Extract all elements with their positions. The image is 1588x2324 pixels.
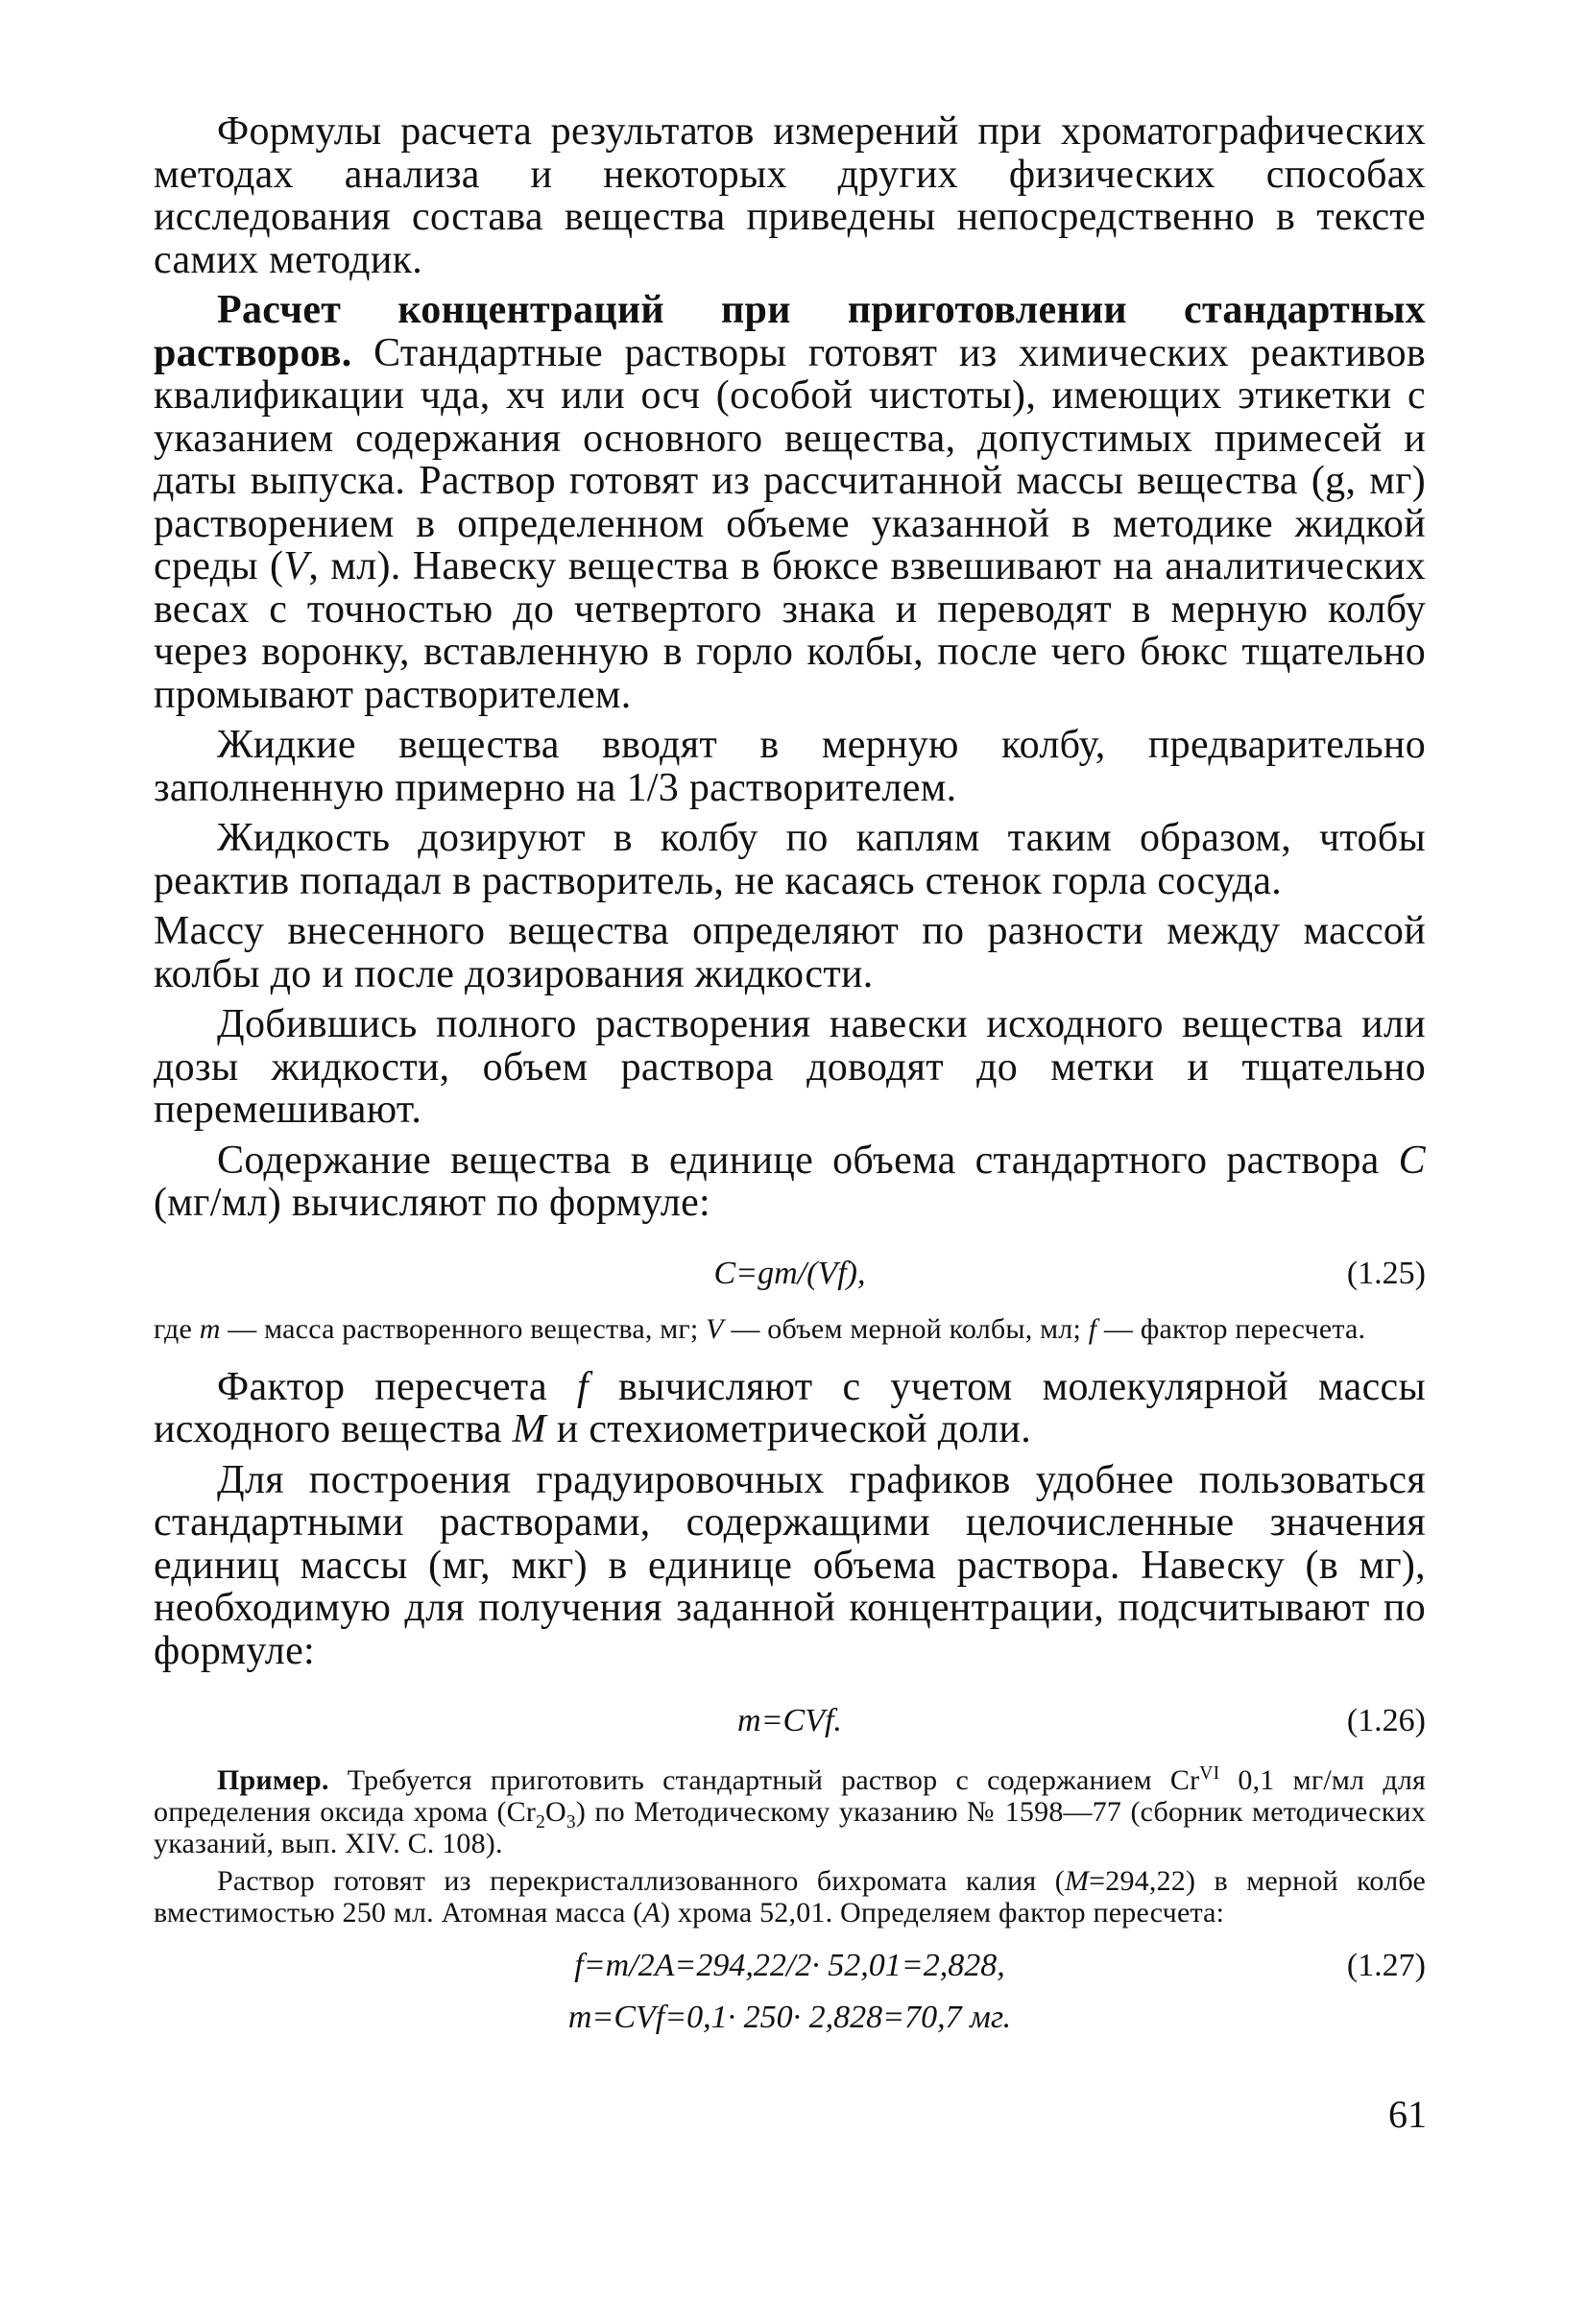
text-span: вычисляют с учетом молекулярной массы исходного вещества bbox=[154, 1364, 1426, 1451]
paragraph-standard-solutions bbox=[154, 289, 1426, 716]
text-span: ) хрома 52,01. Определяем фактор пересчета: bbox=[660, 1897, 1225, 1929]
formula-1-25 bbox=[154, 1252, 1426, 1296]
formula-1-27-result bbox=[154, 1996, 1426, 2040]
text-span: =294,22) в мерной колбе вместимостью 250 мл. Атомная масса ( bbox=[154, 1865, 1426, 1929]
subscript: 3 bbox=[565, 1812, 576, 1833]
formula-expression: C=gm/(Vf), bbox=[713, 1255, 866, 1291]
symbol-g: g bbox=[1325, 459, 1346, 503]
example-label: Пример. bbox=[217, 1764, 329, 1796]
text-span: (мг/мл) вычисляют по формуле: bbox=[154, 1181, 710, 1225]
formula-number: (1.25) bbox=[1346, 1255, 1426, 1291]
text-span: — объем мерной колбы, мл; bbox=[723, 1312, 1089, 1345]
paragraph-example bbox=[154, 1764, 1426, 1859]
paragraph-dissolve: Добившись полного растворения навески исходного вещества или дозы жидкости, объем раствора доводят до метки и тщательно перемешивают. bbox=[154, 1002, 1426, 1132]
text-span: Содержание вещества в единице объема стандартного раствора bbox=[217, 1138, 1399, 1183]
text-span: Требуется приготовить стандартный раствор с содержанием Cr bbox=[328, 1764, 1200, 1796]
formula-number: (1.26) bbox=[1346, 1703, 1426, 1738]
paragraph-factor bbox=[154, 1366, 1426, 1451]
text-span: Раствор готовят из перекристаллизованного бихромата калия ( bbox=[217, 1865, 1065, 1897]
text-span: 0,1 мг/мл для определения оксида хрома (Cr bbox=[154, 1764, 1426, 1828]
text-span: Стандартные растворы готовят из химических реактивов квалификации чда, хч или осч (особой чистоты), имеющих этикетки с указанием содержания основного вещества, допустимых примесей и даты выпуска. Раствор готовят из рассчитанной массы вещества ( bbox=[154, 330, 1426, 503]
paragraph-liquid: Жидкие вещества вводят в мерную колбу, предварительно заполненную примерно на 1/3 растворителем. bbox=[154, 723, 1426, 810]
text-span: и стехиометрической доли. bbox=[545, 1407, 1032, 1451]
symbol-f: f bbox=[576, 1364, 589, 1409]
text-span: ) по Методическому указанию № 1598—77 (сборник методических указаний, вып. XIV. С. 108). bbox=[154, 1796, 1426, 1859]
symbol-V: V bbox=[283, 544, 309, 588]
text-span: , мг) растворением в определенном объеме указанной в методике жидкой среды ( bbox=[154, 459, 1426, 588]
paragraph-mass: Массу внесенного вещества определяют по разности между массой колбы до и после дозирования жидкости. bbox=[154, 909, 1426, 996]
formula-number: (1.27) bbox=[1346, 1948, 1426, 1983]
symbol-V: V bbox=[706, 1312, 724, 1345]
paragraph-dosing: Жидкость дозируют в колбу по каплям таким образом, чтобы реактив попадал в растворитель, не касаясь стенок горла сосуда. bbox=[154, 816, 1426, 903]
formula-1-26 bbox=[154, 1699, 1426, 1743]
section-heading: Расчет концентраций при приготовлении стандартных растворов. bbox=[154, 288, 1426, 375]
page-number: 61 bbox=[1388, 2093, 1427, 2136]
formula-1-27 bbox=[154, 1944, 1426, 1988]
paragraph-calibration: Для построения градуировочных графиков удобнее пользоваться стандартными растворами, содержащими целочисленные значения единиц массы (мг, мкг) в единице объема раствора. Навеску (в мг), необходимую для получения заданной концентрации, подсчитывают по формуле: bbox=[154, 1457, 1426, 1673]
formula-expression: f=m/2A=294,22/2· 52,01=2,828, bbox=[574, 1948, 1005, 1983]
symbol-f: f bbox=[1088, 1312, 1097, 1345]
paragraph-where bbox=[154, 1313, 1426, 1345]
paragraph-example-solution bbox=[154, 1865, 1426, 1929]
text-span: — масса растворенного вещества, мг; bbox=[220, 1312, 707, 1345]
superscript: VI bbox=[1199, 1763, 1220, 1784]
symbol-C: C bbox=[1398, 1138, 1426, 1183]
symbol-m: m bbox=[199, 1312, 221, 1345]
text-span: Фактор пересчета bbox=[217, 1364, 577, 1409]
paragraph-content bbox=[154, 1139, 1426, 1225]
formula-expression: m=CVf. bbox=[737, 1703, 842, 1738]
text-span: где bbox=[154, 1312, 200, 1345]
page-content bbox=[154, 110, 1426, 2040]
symbol-A: A bbox=[642, 1897, 661, 1929]
symbol-M: M bbox=[512, 1407, 546, 1451]
text-span: , мл). Навеску вещества в бюксе взвешивают на аналитических весах с точностью до четвертого знака и переводят в мерную колбу через воронку, вставленную в горло колбы, после чего бюкс тщательно промывают растворителем. bbox=[154, 544, 1427, 717]
formula-expression: m=CVf=0,1· 250· 2,828=70,7 мг. bbox=[567, 2000, 1012, 2035]
text-span: O bbox=[545, 1796, 566, 1828]
symbol-M: M bbox=[1064, 1865, 1090, 1897]
subscript: 2 bbox=[536, 1812, 546, 1833]
paragraph-intro: Формулы расчета результатов измерений при хроматографических методах анализа и некоторых других физических способах исследования состава вещества приведены непосредственно в тексте самих методик. bbox=[154, 109, 1426, 282]
text-span: — фактор пересчета. bbox=[1096, 1312, 1366, 1345]
